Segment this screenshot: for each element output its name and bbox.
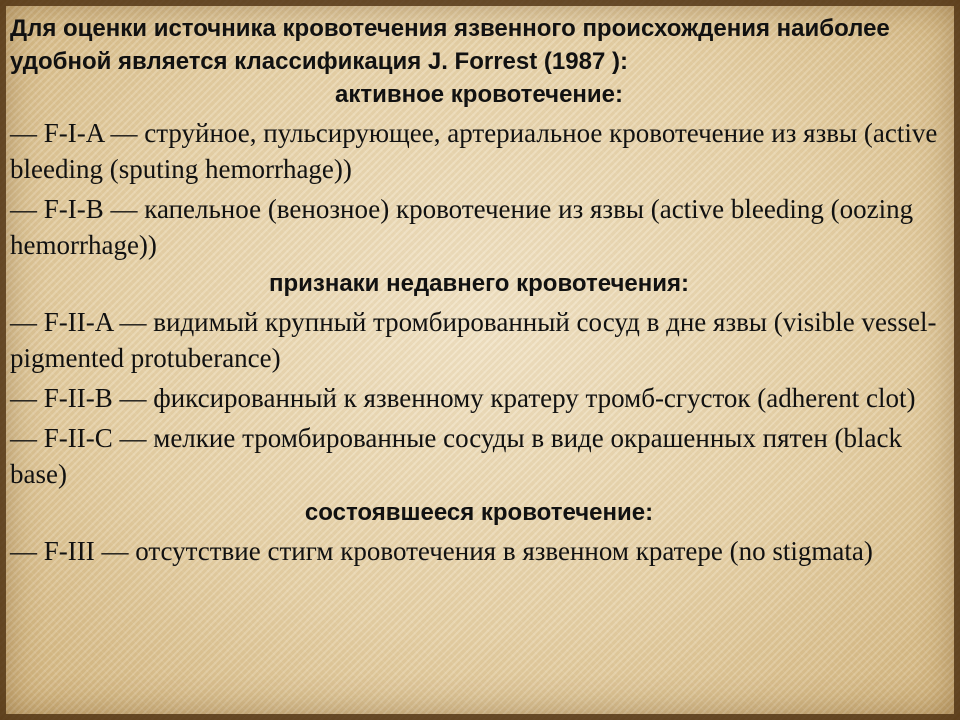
- slide-content: [10, 12, 948, 573]
- classification-item-f-ii-c: — F-II-C — мелкие тромбированные сосуды в виде окрашенных пятен (black base): [10, 423, 902, 489]
- classification-item-f-i-b: — F-I-B — капельное (венозное) кровотечение из язвы (active bleeding (oozing hemorrhage)): [10, 194, 914, 260]
- classification-item-f-ii-b: — F-II-B — фиксированный к язвенному кратеру тромб-сгусток (adherent clot): [10, 383, 916, 413]
- classification-item-f-iii: — F-III — отсутствие стигм кровотечения в язвенном кратере (no stigmata): [10, 536, 873, 566]
- section-title-recent-bleeding: признаки недавнего кровотечения:: [268, 270, 689, 297]
- slide-heading: Для оценки источника кровотечения язвенного происхождения наиболее удобной является классификация J. Forrest (1987 ):: [10, 15, 890, 75]
- classification-item-f-ii-a: — F-II-A — видимый крупный тромбированный сосуд в дне язвы (visible vessel-pigmented protuberance): [10, 307, 937, 373]
- section-title-completed-bleeding: состоявшееся кровотечение:: [304, 499, 654, 526]
- section-title-active-bleeding: активное кровотечение:: [335, 81, 623, 108]
- classification-item-f-i-a: — F-I-A — струйное, пульсирующее, артериальное кровотечение из язвы (active bleeding (sputing hemorrhage)): [10, 118, 938, 184]
